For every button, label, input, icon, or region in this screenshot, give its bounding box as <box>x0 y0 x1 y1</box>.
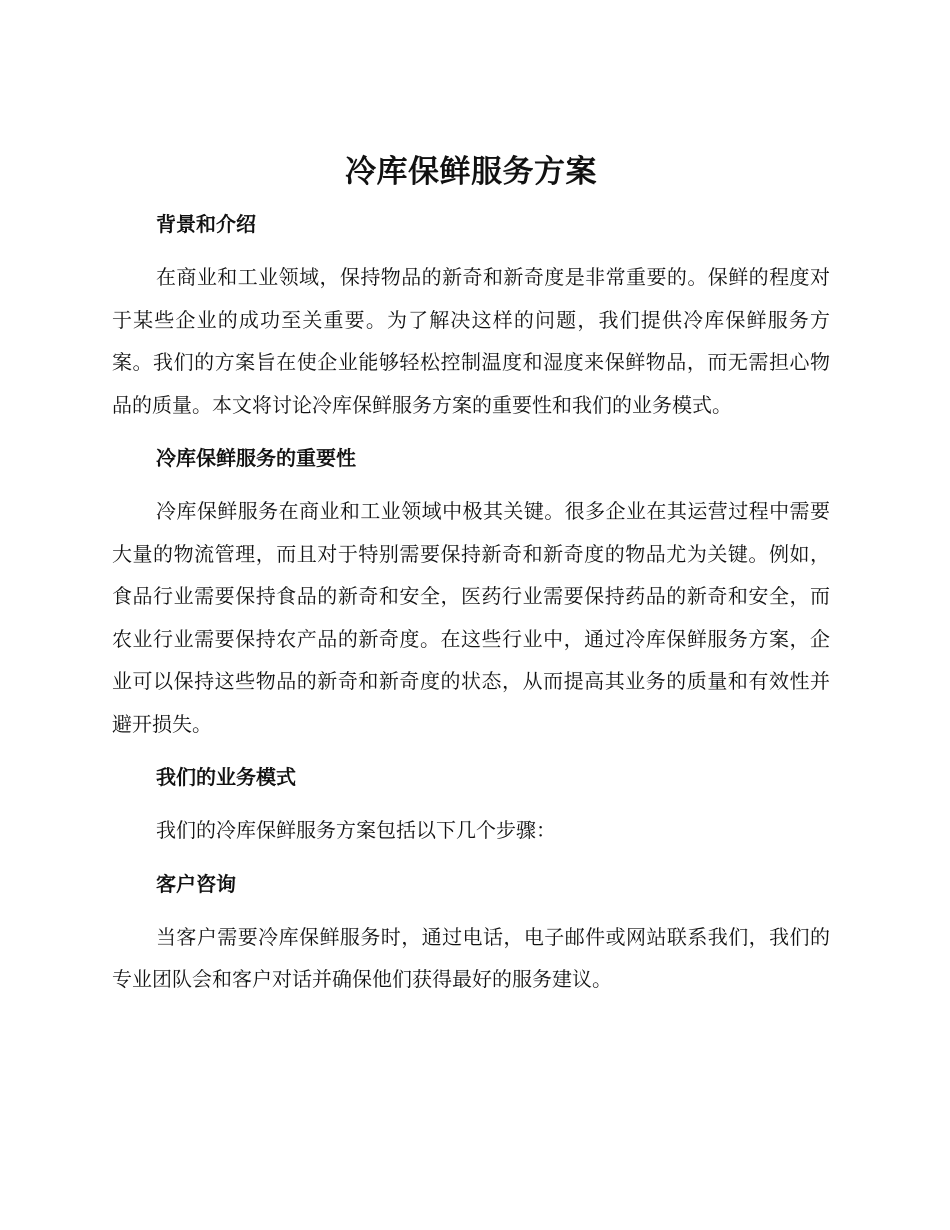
section-heading-consultation: 客户咨询 <box>156 871 236 896</box>
section-heading-business-model: 我们的业务模式 <box>156 765 296 789</box>
document-page <box>112 148 830 1013</box>
section-paragraph-consultation: 当客户需要冷库保鲜服务时，通过电话，电子邮件或网站联系我们，我们的专业团队会和客户对话并确保他们获得最好的服务建议。 <box>112 924 830 991</box>
section-paragraph-background: 在商业和工业领域，保持物品的新奇和新奇度是非常重要的。保鲜的程度对于某些企业的成功至关重要。为了解决这样的问题，我们提供冷库保鲜服务方案。我们的方案旨在使企业能够轻松控制温度和湿度来保鲜物品，而无需担心物品的质量。本文将讨论冷库保鲜服务方案的重要性和我们的业务模式。 <box>112 265 830 417</box>
section-heading-background: 背景和介绍 <box>156 212 256 236</box>
document-title: 冷库保鲜服务方案 <box>345 154 597 190</box>
section-paragraph-business-model: 我们的冷库保鲜服务方案包括以下几个步骤： <box>156 818 556 842</box>
section-paragraph-importance: 冷库保鲜服务在商业和工业领域中极其关键。很多企业在其运营过程中需要大量的物流管理，而且对于特别需要保持新奇和新奇度的物品尤为关键。例如，食品行业需要保持食品的新奇和安全，医药行业需要保持药品的新奇和安全，而农业行业需要保持农产品的新奇度。在这些行业中，通过冷库保鲜服务方案，企业可以保持这些物品的新奇和新奇度的状态，从而提高其业务的质量和有效性并避开损失。 <box>112 499 830 736</box>
section-heading-importance: 冷库保鲜服务的重要性 <box>156 446 356 470</box>
